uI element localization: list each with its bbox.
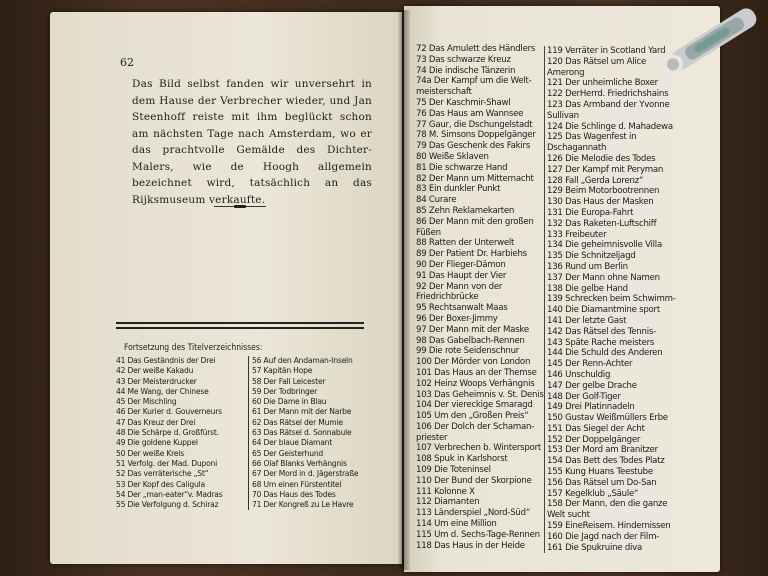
title-entry: 80 Weiße Sklaven bbox=[416, 151, 489, 162]
title-entry: 98 Das Gabelbach-Rennen bbox=[416, 335, 525, 346]
title-entry: 127 Der Kampf mit Peryman bbox=[547, 164, 664, 175]
title-entry: 66 Olaf Blanks Verhängnis bbox=[252, 458, 347, 468]
left-title-list-2 bbox=[248, 356, 372, 510]
title-entry: 85 Zehn Reklamekarten bbox=[416, 205, 515, 216]
book-gutter bbox=[398, 10, 410, 570]
title-entry: 118 Das Haus in der Heide bbox=[416, 540, 525, 551]
title-entry: 79 Das Geschenk des Fakirs bbox=[416, 141, 531, 152]
title-entry: 49 Die goldene Kuppel bbox=[116, 438, 198, 448]
title-entry: 47 Das Kreuz der Drei bbox=[116, 417, 196, 427]
title-entry: 137 Der Mann ohne Namen bbox=[547, 272, 660, 283]
title-entry: 110 Der Bund der Skorpione bbox=[416, 475, 532, 486]
title-entry: 154 Das Bett des Todes Platz bbox=[547, 456, 665, 467]
title-entry: 157 Kegelklub „Säule“ bbox=[547, 488, 639, 499]
title-entry: 101 Das Haus an der Themse bbox=[416, 367, 537, 378]
title-entry: 64 Der blaue Diamant bbox=[252, 438, 333, 448]
title-entry: 50 Der weiße Kreis bbox=[116, 448, 185, 458]
title-entry: Füßen bbox=[416, 227, 441, 238]
title-entry: 41 Das Geständnis der Drei bbox=[116, 356, 216, 365]
title-entry: 124 Die Schlinge d. Mahadewa bbox=[547, 121, 673, 132]
rule-line-bottom bbox=[116, 327, 364, 329]
title-entry: 99 Die rote Seidenschnur bbox=[416, 346, 520, 357]
continuation-heading: Fortsetzung des Titelverzeichnisses: bbox=[124, 343, 263, 353]
title-entry: 128 Fall „Gerda Lorenz“ bbox=[547, 175, 644, 186]
title-entry: 58 Der Fall Leicester bbox=[252, 376, 326, 386]
title-entry: 151 Das Siegel der Acht bbox=[547, 423, 645, 434]
title-entry: 70 Das Haus des Todes bbox=[252, 489, 336, 499]
title-entry: 114 Um eine Million bbox=[416, 519, 497, 530]
title-entry: 90 Der Flieger-Dämon bbox=[416, 259, 506, 270]
title-entry: 153 Der Mord am Branitzer bbox=[547, 445, 658, 456]
title-entry: 119 Verräter in Scotland Yard bbox=[547, 46, 666, 56]
title-entry: 88 Ratten der Unterwelt bbox=[416, 238, 515, 249]
title-entry: 111 Kolonne X bbox=[416, 486, 475, 497]
title-entry: 131 Die Europa-Fahrt bbox=[547, 207, 634, 218]
title-entry: 48 Die Schärpe d. Großfürst. bbox=[116, 428, 219, 438]
right-title-list-1 bbox=[416, 44, 544, 551]
rule-line-top bbox=[116, 322, 364, 324]
title-entry: 133 Freibeuter bbox=[547, 229, 607, 240]
title-entry: Welt sucht bbox=[547, 510, 590, 521]
title-entry: 141 Der letzte Gast bbox=[547, 315, 627, 326]
title-entry: 78 M. Simsons Doppelgänger bbox=[416, 130, 536, 141]
title-entry: 123 Das Armband der Yvonne bbox=[547, 99, 670, 110]
title-entry: Dschagannath bbox=[547, 143, 607, 154]
title-entry: 59 Der Todbringer bbox=[252, 386, 318, 396]
title-entry: 72 Das Amulett des Händlers bbox=[416, 44, 536, 54]
title-entry: 57 Kapitän Hope bbox=[252, 366, 313, 376]
title-entry: 92 Der Mann von der bbox=[416, 281, 503, 292]
title-entry: 51 Verfolg. der Mad. Duponi bbox=[116, 458, 218, 468]
title-entry: 156 Das Rätsel um Do-San bbox=[547, 477, 657, 488]
title-entry: 74 Die indische Tänzerin bbox=[416, 65, 516, 76]
title-entry: 73 Das schwarze Kreuz bbox=[416, 54, 511, 65]
title-entry: 139 Schrecken beim Schwimm- bbox=[547, 294, 676, 305]
title-entry: 100 Der Mörder von London bbox=[416, 357, 531, 368]
title-entry: 147 Der gelbe Drache bbox=[547, 380, 637, 391]
title-entry: 82 Der Mann um Mitternacht bbox=[416, 173, 534, 184]
title-entry: 152 Der Doppelgänger bbox=[547, 434, 641, 445]
title-entry: 143 Späte Rache meisters bbox=[547, 337, 655, 348]
title-entry: 158 Der Mann, den die ganze bbox=[547, 499, 668, 510]
title-entry: 140 Die Diamantmine sport bbox=[547, 305, 660, 316]
title-entry: 130 Das Haus der Masken bbox=[547, 197, 654, 208]
title-entry: 71 Der Kongreß zu Le Havre bbox=[252, 500, 354, 510]
title-entry: 134 Die geheimnisvolle Villa bbox=[547, 240, 662, 251]
title-entry: Amerong bbox=[547, 67, 585, 78]
title-entry: 161 Die Spukruine diva bbox=[547, 542, 643, 553]
title-entry: 113 Länderspiel „Nord-Süd“ bbox=[416, 508, 531, 519]
title-entry: 103 Das Geheimnis v. St. Denis bbox=[416, 389, 544, 400]
title-entry: 144 Die Schuld des Anderen bbox=[547, 348, 663, 359]
right-title-list-2 bbox=[544, 46, 677, 553]
title-entry: 54 Der „man-eater“v. Madras bbox=[116, 489, 223, 499]
title-entry: 83 Ein dunkler Punkt bbox=[416, 184, 501, 195]
title-entry: 76 Das Haus am Wannsee bbox=[416, 108, 524, 119]
title-entry: 75 Der Kaschmir-Shawl bbox=[416, 97, 511, 108]
title-entry: 108 Spuk in Karlshorst bbox=[416, 454, 508, 465]
title-entry: 65 Der Geisterhund bbox=[252, 448, 324, 458]
title-entry: 146 Unschuldig bbox=[547, 369, 611, 380]
title-entry: 132 Das Raketen-Luftschiff bbox=[547, 218, 657, 229]
title-entry: 44 Me Wang, der Chinese bbox=[116, 386, 209, 396]
title-entry: 43 Der Meisterdrucker bbox=[116, 376, 197, 386]
title-entry: priester bbox=[416, 432, 448, 443]
title-entry: meisterschaft bbox=[416, 87, 472, 98]
left-title-list-1 bbox=[116, 356, 242, 510]
page-number: 62 bbox=[120, 56, 134, 69]
title-entry: 159 EineReisem. Hindernissen bbox=[547, 521, 671, 532]
title-entry: 91 Das Haupt der Vier bbox=[416, 270, 507, 281]
title-entry: 126 Die Melodie des Todes bbox=[547, 153, 656, 164]
title-entry: 89 Der Patient Dr. Harbiehs bbox=[416, 249, 527, 260]
title-entry: 104 Der viereckige Smaragd bbox=[416, 400, 533, 411]
title-entry: 55 Die Verfolgung d. Schiraz bbox=[116, 500, 219, 510]
title-entry: 136 Rund um Berlin bbox=[547, 261, 628, 272]
title-entry: 102 Heinz Woops Verhängnis bbox=[416, 378, 535, 389]
title-entry: 135 Die Schnitzeljagd bbox=[547, 251, 636, 262]
title-entry: 46 Der Kurier d. Gouverneurs bbox=[116, 407, 222, 417]
title-entry: 42 Der weiße Kakadu bbox=[116, 366, 194, 376]
title-entry: 45 Der Mischling bbox=[116, 397, 177, 407]
title-entry: 148 Der Golf-Tiger bbox=[547, 391, 621, 402]
title-entry: 142 Das Rätsel des Tennis- bbox=[547, 326, 656, 337]
title-entry: 112 Diamanten bbox=[416, 497, 480, 508]
title-entry: 138 Die gelbe Hand bbox=[547, 283, 628, 294]
title-entry: Friedrichbrücke bbox=[416, 292, 479, 303]
title-entry: 106 Der Dolch der Schaman- bbox=[416, 421, 535, 432]
title-entry: 115 Um d. Sechs-Tage-Rennen bbox=[416, 529, 540, 540]
title-entry: 77 Gaur, die Dschungelstadt bbox=[416, 119, 533, 130]
title-entry: 109 Die Toteninsel bbox=[416, 465, 491, 476]
title-entry: 67 Der Mord in d. Jägerstraße bbox=[252, 469, 359, 479]
story-closing-paragraph: Das Bild selbst fanden wir unversehrt in dem Hause der Verbrecher wieder, und Jan Steenhoff reiste mit ihm beglückt schon am nächsten Tage nach Amsterdam, wo er das prachtvolle Gemälde des Dichter-Malers, wie de Hoogh allgemein bezeichnet wird, tatsächlich an das Rijksmuseum verkaufte. bbox=[132, 78, 372, 206]
title-entry: 145 Der Renn-Achter bbox=[547, 359, 633, 370]
title-entry: 150 Gustav Weißmüllers Erbe bbox=[547, 413, 668, 424]
title-entry: 149 Drei Platinnadeln bbox=[547, 402, 635, 413]
title-entry: 155 Kung Huans Teestube bbox=[547, 467, 653, 478]
title-entry: 121 Der unheimliche Boxer bbox=[547, 78, 658, 89]
title-entry: 105 Um den „Großen Preis“ bbox=[416, 411, 529, 422]
pen-icon bbox=[652, 0, 768, 80]
title-entry: 129 Beim Motorbootrennen bbox=[547, 186, 660, 197]
title-entry: 68 Um einen Fürstentitel bbox=[252, 479, 342, 489]
title-entry: 53 Der Kopf des Caligula bbox=[116, 479, 205, 489]
title-entry: 107 Verbrechen b. Wintersport bbox=[416, 443, 541, 454]
end-ornament bbox=[214, 205, 266, 208]
title-entry: 62 Das Rätsel der Mumie bbox=[252, 417, 343, 427]
title-entry: 160 Die Jagd nach der Film- bbox=[547, 531, 660, 542]
title-entry: 81 Die schwarze Hand bbox=[416, 162, 508, 173]
title-entry: 84 Curare bbox=[416, 195, 457, 206]
title-entry: 122 DerHerrd. Friedrichshains bbox=[547, 89, 669, 100]
title-entry: 61 Der Mann mit der Narbe bbox=[252, 407, 352, 417]
title-entry: 96 Der Boxer-Jimmy bbox=[416, 313, 498, 324]
title-entry: 63 Das Rätsel d. Sonnabule bbox=[252, 428, 352, 438]
double-rule bbox=[116, 322, 364, 332]
title-entry: 52 Das verräterische „St“ bbox=[116, 469, 209, 479]
title-entry: 95 Rechtsanwalt Maas bbox=[416, 303, 508, 314]
title-entry: 74a Der Kampf um die Welt- bbox=[416, 76, 532, 87]
title-entry: 125 Das Wagenfest in bbox=[547, 132, 637, 143]
title-entry: Sullivan bbox=[547, 110, 579, 121]
title-entry: 120 Das Rätsel um Alice bbox=[547, 56, 646, 67]
title-entry: 97 Der Mann mit der Maske bbox=[416, 324, 529, 335]
title-entry: 56 Auf den Andaman-Inseln bbox=[252, 356, 353, 365]
title-entry: 60 Die Dame in Blau bbox=[252, 397, 327, 407]
title-entry: 86 Der Mann mit den großen bbox=[416, 216, 534, 227]
